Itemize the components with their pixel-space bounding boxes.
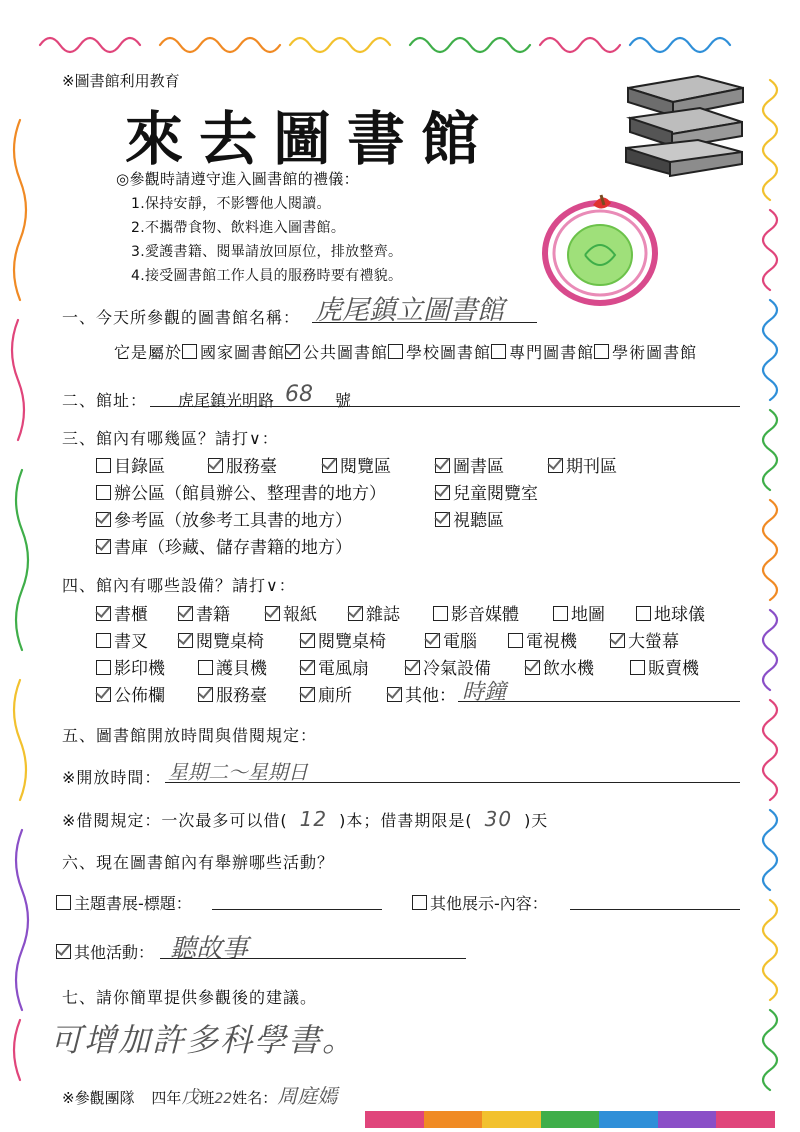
q1-type-row <box>114 340 697 363</box>
zone-audiovisual[interactable] <box>435 506 504 531</box>
equip-av-media[interactable] <box>433 600 519 625</box>
hours-line <box>165 782 740 783</box>
other-activity-line <box>160 958 466 959</box>
activity-label: 主題書展-標題： <box>74 894 192 913</box>
equip-map[interactable] <box>553 600 605 625</box>
equip-label: 閱覽桌椅 <box>318 632 386 652</box>
equip-service-desk[interactable] <box>198 681 267 706</box>
equip-label: 販賣機 <box>648 659 699 679</box>
zone-label: 圖書區 <box>453 457 504 477</box>
zone-label: 期刊區 <box>566 457 617 477</box>
equip-computer[interactable] <box>425 627 477 652</box>
equip-other-line <box>458 701 740 702</box>
equip-label: 書叉 <box>114 632 148 652</box>
type-label: 公共圖書館 <box>303 343 389 362</box>
equip-label: 報紙 <box>283 605 317 625</box>
q6-label: 六、現在圖書館內有舉辦哪些活動？ <box>62 853 335 872</box>
grade-label: 四年 <box>151 1089 182 1107</box>
checkbox-public-library[interactable] <box>285 344 300 359</box>
q3-label: 三、館內有哪幾區？請打∨： <box>62 429 279 448</box>
equip-label: 影印機 <box>114 659 165 679</box>
equip-laminator[interactable] <box>198 654 267 679</box>
rule-item: 1.保持安靜，不影響他人閱讀。 <box>131 196 331 212</box>
q1-library-name: 虎尾鎮立圖書館 <box>315 295 504 326</box>
equip-magazine[interactable] <box>348 600 400 625</box>
zone-children-reading[interactable] <box>435 479 538 504</box>
q7-answer: 可增加許多科學書。 <box>50 1021 357 1059</box>
equip-label: 閱覽桌椅 <box>196 632 264 652</box>
borrow-mid: )本；借書期限是( <box>339 811 473 830</box>
equip-other[interactable] <box>387 681 456 706</box>
books-icon <box>618 68 748 178</box>
equip-label: 影音媒體 <box>451 605 519 625</box>
equip-bookcase[interactable] <box>96 600 148 625</box>
q1-label: 一、今天所參觀的圖書館名稱： <box>62 308 301 327</box>
zone-office[interactable] <box>96 479 386 504</box>
zone-service-desk[interactable] <box>208 452 277 477</box>
theme-line <box>212 909 382 910</box>
equip-bulletin-board[interactable] <box>96 681 165 706</box>
zone-reference[interactable] <box>96 506 352 531</box>
equip-label: 冷氣設備 <box>423 659 491 679</box>
rule-item: 3.愛護書籍、閱畢請放回原位，排放整齊。 <box>131 244 403 260</box>
other-display-line <box>570 909 740 910</box>
team-label: ※參觀團隊 <box>62 1089 135 1107</box>
zone-label: 參考區（放參考工具書的地方） <box>114 511 352 531</box>
q4-label: 四、館內有哪些設備？請打∨： <box>62 576 296 595</box>
footer-row <box>62 1080 337 1109</box>
checkbox-school-library[interactable] <box>388 344 403 359</box>
equip-books[interactable] <box>178 600 230 625</box>
zone-stacks[interactable] <box>96 533 352 558</box>
zone-label: 目錄區 <box>114 457 165 477</box>
equip-restroom[interactable] <box>300 681 352 706</box>
hours-label: ※開放時間： <box>62 768 162 787</box>
equip-label: 護貝機 <box>216 659 267 679</box>
q2-address: 虎尾鎮光明路 <box>178 391 275 410</box>
header-tag: ※圖書館利用教育 <box>62 72 180 90</box>
q2-number: 68 <box>285 382 313 407</box>
name-label: 姓名： <box>232 1089 278 1107</box>
zone-label: 辦公區（館員辦公、整理書的地方） <box>114 484 386 504</box>
crayon-rainbow-strip <box>365 1111 775 1128</box>
equip-fan[interactable] <box>300 654 369 679</box>
page-title: 來去圖書館 <box>125 105 496 173</box>
activity-other[interactable] <box>56 940 154 963</box>
equip-big-screen[interactable] <box>610 627 679 652</box>
checkbox-academic-library[interactable] <box>594 344 609 359</box>
equip-label: 地球儀 <box>654 605 705 625</box>
other-activity-answer: 聽故事 <box>170 934 249 964</box>
equip-other-answer: 時鐘 <box>462 680 507 705</box>
activity-label: 其他展示-內容： <box>430 894 548 913</box>
type-label: 學校圖書館 <box>406 343 492 362</box>
equip-newspaper[interactable] <box>265 600 317 625</box>
type-label: 專門圖書館 <box>509 343 595 362</box>
equip-vending-machine[interactable] <box>630 654 699 679</box>
zone-reading[interactable] <box>322 452 391 477</box>
activity-label: 其他活動： <box>74 943 155 962</box>
equip-label: 飲水機 <box>543 659 594 679</box>
activity-other-display[interactable] <box>412 891 548 914</box>
equip-water-dispenser[interactable] <box>525 654 594 679</box>
equip-label: 公佈欄 <box>114 686 165 706</box>
equip-reading-desk-2[interactable] <box>300 627 386 652</box>
equip-label: 電風扇 <box>318 659 369 679</box>
rule-item: 2.不攜帶食物、飲料進入圖書館。 <box>131 220 346 236</box>
hours-answer: 星期二～星期日 <box>168 760 308 784</box>
equip-label: 地圖 <box>571 605 605 625</box>
checkbox-national-library[interactable] <box>182 344 197 359</box>
equip-label: 大螢幕 <box>628 632 679 652</box>
equip-tv[interactable] <box>508 627 577 652</box>
apple-drawing-icon <box>535 185 665 310</box>
zone-label: 書庫（珍藏、儲存書籍的地方） <box>114 538 352 558</box>
borrow-suffix: )天 <box>524 811 549 830</box>
zone-periodicals[interactable] <box>548 452 617 477</box>
class-label: 班 <box>199 1089 215 1107</box>
borrow-count: 12 <box>299 807 328 831</box>
class-value: 戊 <box>181 1087 200 1108</box>
q1-answer-line <box>312 322 537 323</box>
zone-label: 兒童閱覽室 <box>453 484 538 504</box>
q2-suffix: 號 <box>335 391 352 410</box>
zone-label: 服務臺 <box>226 457 277 477</box>
checkbox-special-library[interactable] <box>491 344 506 359</box>
equip-label: 廁所 <box>318 686 352 706</box>
equip-label: 書櫃 <box>114 605 148 625</box>
q5-label: 五、圖書館開放時間與借閱規定： <box>62 726 318 745</box>
borrow-prefix: ※借閱規定：一次最多可以借( <box>62 811 288 830</box>
equip-globe[interactable] <box>636 600 705 625</box>
equip-label: 其他： <box>405 686 456 706</box>
equip-book-fork[interactable] <box>96 627 148 652</box>
q1-type-prefix: 它是屬於 <box>114 343 183 362</box>
student-name: 周庭嫣 <box>277 1084 338 1108</box>
q7-label: 七、請你簡單提供參觀後的建議。 <box>62 988 318 1007</box>
zone-label: 視聽區 <box>453 511 504 531</box>
equip-reading-desk-1[interactable] <box>178 627 264 652</box>
type-label: 國家圖書館 <box>200 343 286 362</box>
rules-heading: ◎參觀時請遵守進入圖書館的禮儀： <box>116 170 359 188</box>
equip-label: 雜誌 <box>366 605 400 625</box>
equip-label: 服務臺 <box>216 686 267 706</box>
equip-label: 電視機 <box>526 632 577 652</box>
zone-label: 閱覽區 <box>340 457 391 477</box>
q2-label: 二、館址： <box>62 391 148 410</box>
equip-copier[interactable] <box>96 654 165 679</box>
equip-label: 書籍 <box>196 605 230 625</box>
zone-catalog[interactable] <box>96 452 165 477</box>
q2-address-line <box>150 406 740 407</box>
seat-number: 22 <box>214 1091 233 1107</box>
borrow-rule <box>62 807 548 831</box>
type-label: 學術圖書館 <box>612 343 698 362</box>
equip-label: 電腦 <box>443 632 477 652</box>
rule-item: 4.接受圖書館工作人員的服務時要有禮貌。 <box>131 268 403 284</box>
activity-theme-exhibit[interactable] <box>56 891 192 914</box>
borrow-days: 30 <box>484 807 513 831</box>
zone-books[interactable] <box>435 452 504 477</box>
